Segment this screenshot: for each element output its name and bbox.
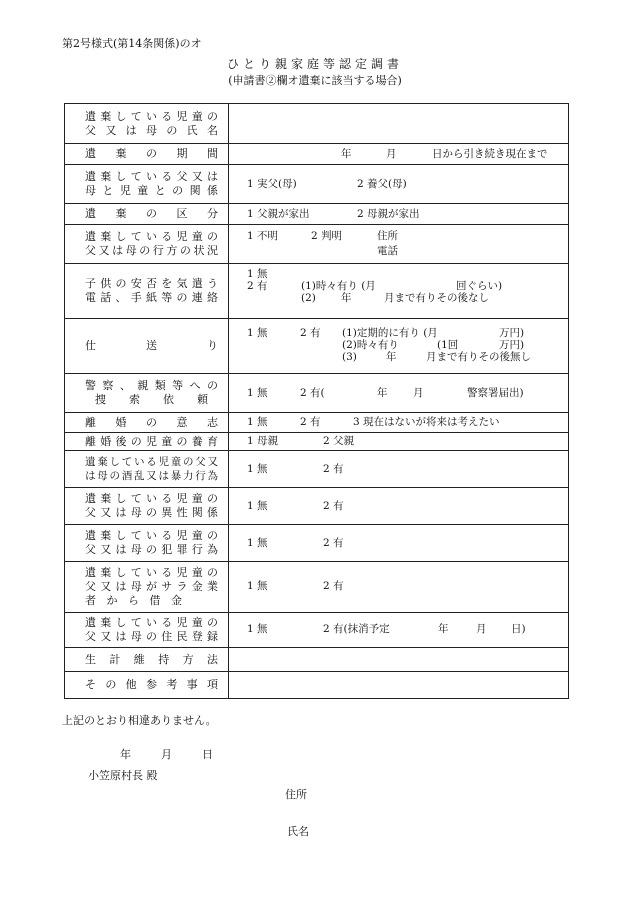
row-label: 生計維持方法: [65, 648, 229, 672]
option-biological-parent[interactable]: 1 実父(母): [247, 178, 297, 190]
row-label: その他参考事項: [65, 672, 229, 699]
row-parent-child-relation: [65, 165, 569, 204]
option-yes[interactable]: 2 有: [323, 580, 344, 592]
option-adoptive-parent[interactable]: 2 養父(母): [357, 178, 407, 190]
parent-name-field[interactable]: [229, 104, 569, 144]
applicant-name-label[interactable]: 氏名: [287, 825, 309, 838]
row-label: 遺棄している児童の 父又は母の異性関係: [65, 488, 229, 525]
row-label: 離婚後の児童の養育: [65, 433, 229, 451]
row-label: 遺棄している父又は 母と児童との関係: [65, 165, 229, 204]
option-yes[interactable]: 2 有(: [300, 387, 325, 399]
row-whereabouts: [65, 225, 569, 264]
row-label: 仕送り: [65, 319, 229, 374]
investigation-form-table: [64, 103, 569, 699]
row-custody: [65, 433, 569, 451]
option-none[interactable]: 1 無: [247, 463, 268, 475]
row-search-request: 警察、親類等への 捜索依頼 1 無 2 有( 年 月 警察署届出): [65, 374, 569, 413]
option-none[interactable]: 1 無: [247, 623, 268, 635]
row-label: 離婚の意志: [65, 413, 229, 433]
option-none[interactable]: 1 無: [247, 268, 268, 280]
row-remittance: 仕送り 1 無 2 有 (1)定期的に有り (月 万円) (2)時々有り (1回 万円) (3) 年 月まで有りその後無し: [65, 319, 569, 374]
option-yes[interactable]: 2 有: [323, 537, 344, 549]
row-resident-registration: 遺棄している児童の 父又は母の住民登録 1 無 2 有(抹消予定 年 月 日): [65, 613, 569, 648]
document-subtitle: (申請書②欄オ遺棄に該当する場合): [228, 74, 402, 87]
phone-label: 電話: [377, 245, 398, 257]
row-label: 遺棄している児童の 父又は母がサラ金業 者から借金: [65, 562, 229, 613]
row-contact: 子供の安否を気遣う 電話、手紙等の連絡 1 無 2 有 (1)時々有り (月 回ぐらい) (2) 年 月まで有りその後なし: [65, 264, 569, 319]
option-mother-left[interactable]: 2 母親が家出: [357, 208, 420, 220]
row-label: 遺棄している児童の父又 は母の酒乱又は暴力行為: [65, 451, 229, 488]
row-abandonment-period: [65, 144, 569, 165]
row-violence: [65, 451, 569, 488]
option-none[interactable]: 1 無: [247, 416, 268, 428]
row-divorce-intention: [65, 413, 569, 433]
option-none[interactable]: 1 無: [247, 537, 268, 549]
option-none[interactable]: 1 無: [247, 387, 268, 399]
option-yes[interactable]: 2 有: [247, 280, 268, 292]
option-future[interactable]: 3 現在はないが将来は考えたい: [353, 416, 500, 428]
row-label: 遺棄している児童の 父又は母の行方の状況: [65, 225, 229, 264]
option-yes[interactable]: 2 有: [300, 416, 321, 428]
remarks-field[interactable]: [229, 672, 569, 699]
row-label: 警察、親類等への 捜索依頼: [65, 374, 229, 413]
row-parent-name: [65, 104, 569, 144]
row-label: 遺棄の期間: [65, 144, 229, 165]
document-title: ひとり親家庭等認定調書: [226, 57, 403, 71]
option-yes[interactable]: 2 有: [323, 500, 344, 512]
option-none[interactable]: 1 無: [247, 500, 268, 512]
row-label: 子供の安否を気遣う 電話、手紙等の連絡: [65, 264, 229, 319]
row-label: 遺棄している児童の 父又は母の住民登録: [65, 613, 229, 648]
option-mother[interactable]: 1 母親: [247, 435, 279, 447]
row-label: 遺棄している児童の 父又は母の犯罪行為: [65, 525, 229, 562]
option-yes[interactable]: 2 有: [300, 327, 321, 339]
addressee: 小笠原村長 殿: [88, 769, 158, 782]
option-none[interactable]: 1 無: [247, 327, 268, 339]
address-label: 住所: [377, 230, 398, 242]
option-yes[interactable]: 2 有: [323, 463, 344, 475]
option-father-left[interactable]: 1 父親が家出: [247, 208, 310, 220]
row-criminal: [65, 525, 569, 562]
row-livelihood: [65, 648, 569, 672]
date-line[interactable]: 年 月 日: [120, 748, 213, 761]
row-remarks: [65, 672, 569, 699]
row-label: 遺棄している児童の 父又は母の氏名: [65, 104, 229, 144]
option-none[interactable]: 1 無: [247, 580, 268, 592]
row-abandonment-type: [65, 204, 569, 225]
form-number: 第2号様式(第14条関係)のオ: [62, 37, 202, 50]
option-father[interactable]: 2 父親: [323, 435, 355, 447]
option-unknown[interactable]: 1 不明: [247, 230, 279, 242]
applicant-address-label[interactable]: 住所: [285, 788, 307, 801]
row-label: 遺棄の区分: [65, 204, 229, 225]
option-yes[interactable]: 2 有(抹消予定: [323, 623, 390, 635]
option-known[interactable]: 2 判明: [311, 230, 343, 242]
confirmation-statement: 上記のとおり相違ありません。: [62, 714, 217, 727]
abandonment-period-field[interactable]: 年 月 日から引き続き現在まで: [229, 144, 569, 165]
row-loan: [65, 562, 569, 613]
row-relationship: [65, 488, 569, 525]
livelihood-field[interactable]: [229, 648, 569, 672]
